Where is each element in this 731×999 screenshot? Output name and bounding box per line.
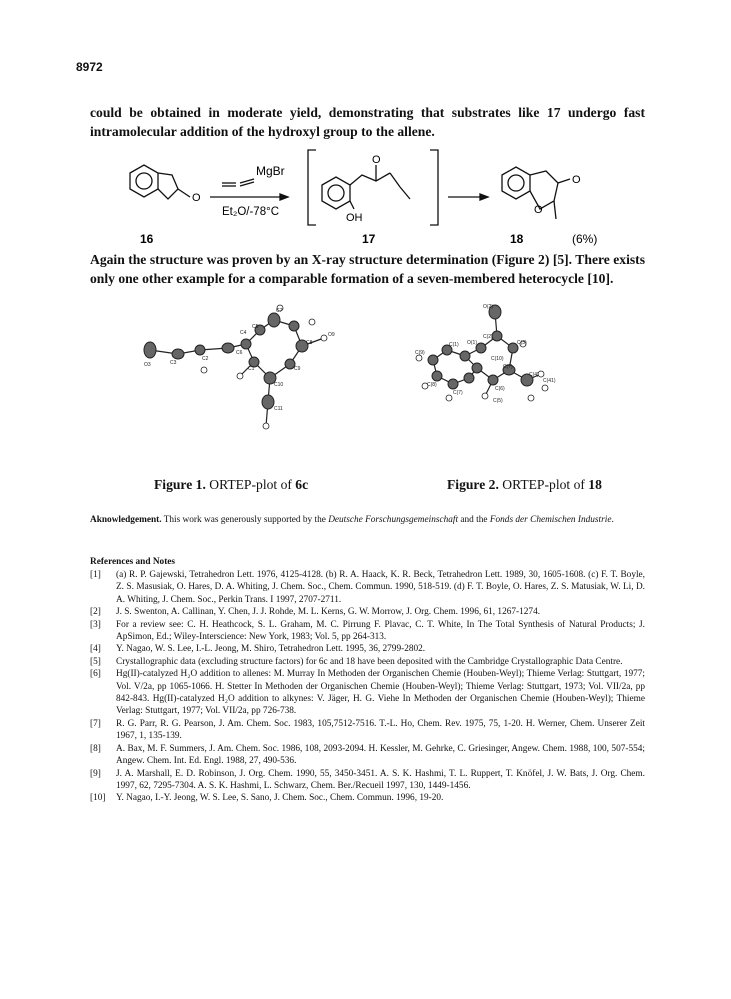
figure-1-caption: [154, 477, 308, 493]
reference-text: Hg(II)-catalyzed H₂O addition to allenes: M. Murray In Methoden der Organischen Chemie (Houben-Weyl); Thieme Verlag: Stuttgart, 1977; Vol. V/2a, pp 1065-1066. H. Stetter In Methoden der Organischen Chemie (Houben-Weyl); Thieme Verlag: Stuttgart, 1973; Vol. VII/2a, pp 842-843. Hg(II)-catalyzed H₂O addition to alkynes: V. Jäger, H. G. Viehe In Methoden der Organischen Chemie (Houben-Weyl); Thieme Verlag: Stuttgart, 1977; Vol. VII/2a, pp 726-738.: [116, 669, 645, 717]
compound-18-yield: (6%): [572, 232, 598, 246]
reference-number: [8]: [90, 743, 101, 754]
para1-text-a: could be obtained in moderate yield, demonstrating that substrates like: [90, 105, 547, 120]
ortep2-atom-label: C(3): [517, 340, 527, 346]
ortep2-atom-label: C(10): [491, 356, 504, 362]
compound-16-o-label: O: [192, 192, 201, 204]
compound-18-o-label: O: [572, 174, 581, 186]
reference-number: [2]: [90, 607, 101, 618]
reference-item: [90, 656, 645, 668]
reference-item: [90, 718, 645, 743]
ortep1-atom-label: C7: [276, 308, 283, 314]
ortep1-atom-label: C9: [294, 366, 301, 372]
ortep1-atom-label: O3: [144, 362, 151, 368]
ortep1-atom-label: C3: [170, 360, 177, 366]
ortep-plot-18: [385, 298, 625, 468]
ack-org-1: Deutsche Forschungsgemeinschaft: [328, 515, 459, 525]
references-heading: References and Notes: [90, 557, 176, 567]
figure-2-compound: 18: [588, 477, 602, 492]
reference-text: Crystallographic data (excluding structure factors) for 6c and 18 have been deposited with the Cambridge Crystallographic Data Centre.: [116, 656, 623, 667]
figure-2-text: ORTEP-plot of: [498, 477, 589, 492]
bracket-left: [308, 150, 316, 225]
figure-1-compound: 6c: [295, 477, 309, 492]
ortep2-atom-label: C(5): [493, 398, 503, 404]
page-number: 8972: [76, 60, 103, 74]
ortep2-atom-label: C(4): [529, 372, 539, 378]
reference-number: [4]: [90, 644, 101, 655]
product-arrow: [448, 194, 488, 200]
reference-item: [90, 792, 645, 804]
ortep2-atom-label: O(2): [483, 304, 493, 310]
reagent-bottom-label: Et₂O/-78°C: [222, 206, 279, 218]
references-list: [90, 569, 645, 805]
compound-17-structure: [322, 165, 410, 209]
reference-item: [90, 606, 645, 618]
ortep2-atom-label: C(6): [495, 386, 505, 392]
ortep2-atom-label: C(7): [503, 364, 513, 370]
reference-number: [1]: [90, 570, 101, 580]
compound-16-number: 16: [140, 232, 154, 246]
ortep1-atom-label: C10: [274, 382, 284, 388]
reference-text: (a) R. P. Gajewski, Tetrahedron Lett. 1976, 4125-4128. (b) R. A. Haack, K. R. Beck, Tetrahedron Lett. 1989, 30, 1605-1608. (c) F. T. Boyle, Z. S. Masusiak, O. Hares, D. A. Whiting, J. Chem. Soc., Chem. Commun. 1990, 518-519. (d) F. T. Boyle, O. Hares, Z. S. Matusiak, W. Li, D. A. Whiting, J. Chem. Soc., Perkin Trans. I 1997, 2707-2711.: [116, 570, 645, 605]
reference-item: [90, 768, 645, 793]
reference-item: [90, 643, 645, 655]
reaction-scheme: [110, 145, 630, 250]
reagent-arrow: [210, 179, 288, 200]
para1-compound: 17: [546, 105, 561, 120]
paragraph-xray: Again the structure was proven by an X-ray structure determination (Figure 2) [5]. There exists only one other example for a comparable formation of a seven-membered heterocycle [10].: [90, 252, 645, 286]
figure-2-caption: [447, 477, 602, 493]
reference-text: Y. Nagao, I.-Y. Jeong, W. S. Lee, S. Sano, J. Chem. Soc., Chem. Commun. 1996, 19-20.: [116, 793, 444, 804]
ack-label: Aknowledgement.: [90, 515, 162, 525]
reference-item: [90, 743, 645, 768]
ortep1-atom-label: C4: [240, 330, 247, 336]
acknowledgement: [90, 514, 645, 527]
ortep2-atom-label: O(1): [467, 340, 477, 346]
reference-text: R. G. Parr, R. G. Pearson, J. Am. Chem. Soc. 1983, 105,7512-7516. T.-L. Ho, Chem. Rev. 1975, 75, 1-20. H. Werner, Chem. Unserer Zeit 1967, 1, 135-139.: [116, 718, 645, 742]
reference-text: J. A. Marshall, E. D. Robinson, J. Org. Chem. 1990, 55, 3450-3451. A. S. K. Hashmi, T. L. Ruppert, T. Knöfel, J. W. Bats, J. Org. Chem. 1997, 62, 7295-7304. A. S. K. Hashmi, L. Schwarz, Chem. Ber./Recueil 1997, 130, 1449-1456.: [116, 768, 645, 791]
compound-17-oh-label: OH: [346, 212, 363, 224]
figure-2-label: Figure 2.: [447, 477, 499, 492]
reference-number: [5]: [90, 656, 101, 667]
compound-18-number: 18: [510, 232, 524, 246]
reference-number: [10]: [90, 793, 106, 804]
reagent-top-label: MgBr: [256, 164, 285, 178]
ack-text-a: This work was generously supported by the: [161, 515, 329, 525]
ortep2-atom-label: C(7): [453, 390, 463, 396]
ack-text-b: and the: [458, 515, 490, 525]
ortep1-atom-label: C1: [248, 366, 255, 372]
ortep1-atom-label: C8: [306, 340, 313, 346]
ortep1-atom-label: C5: [252, 324, 259, 330]
ack-org-2: Fonds der Chemischen Industrie: [489, 515, 612, 525]
ortep2-atom-label: C(9): [415, 350, 425, 356]
para1-text-b: undergo fast intramolecular addition of the hydroxyl group to the allene.: [90, 105, 645, 139]
compound-18-ring-o-label: O: [534, 204, 543, 216]
ortep1-atom-label: C2: [202, 356, 209, 362]
reference-item: [90, 569, 645, 606]
ortep-plot-6c: [140, 298, 380, 468]
ortep2-atom-label: C(41): [543, 378, 556, 384]
reference-number: [3]: [90, 619, 101, 630]
reference-number: [7]: [90, 718, 101, 729]
figure-1-text: ORTEP-plot of: [205, 477, 296, 492]
reference-text: Y. Nagao, W. S. Lee, I.-L. Jeong, M. Shiro, Tetrahedron Lett. 1995, 36, 2799-2802.: [116, 644, 426, 655]
reference-number: [6]: [90, 669, 101, 680]
reference-item: [90, 619, 645, 644]
reference-number: [9]: [90, 768, 101, 779]
paragraph-intro: [90, 103, 645, 141]
ack-text-c: .: [611, 515, 614, 525]
ortep2-atom-label: C(2): [483, 334, 493, 340]
ortep1-atom-label: C11: [274, 406, 283, 412]
compound-17-number: 17: [362, 232, 376, 246]
ortep2-atom-label: C(8): [427, 382, 437, 388]
ortep1-atom-label: C6: [236, 350, 243, 356]
compound-17-o-label: O: [372, 154, 381, 166]
reference-text: A. Bax, M. F. Summers, J. Am. Chem. Soc. 1986, 108, 2093-2094. H. Kessler, M. Gehrke, C. Griesinger, Angew. Chem. 1988, 100, 507-554; Angew. Chem. Int. Ed. Engl. 1988, 27, 490-536.: [116, 743, 645, 767]
compound-16-structure: [130, 165, 190, 199]
reference-text: For a review see: C. H. Heathcock, S. L. Graham, M. C. Pirrung F. Plavac, C. T. White, In The Total Synthesis of Natural Products; J. ApSimon, Ed.; Wiley-Interscience: New York, 1983; Vol. 5, pp 264-313.: [116, 619, 645, 643]
reference-item: [90, 668, 645, 718]
ortep2-atom-label: C(1): [449, 342, 459, 348]
bracket-right: [430, 150, 438, 225]
reference-text: J. S. Swenton, A. Callinan, Y. Chen, J. J. Rohde, M. L. Kerns, G. W. Morrow, J. Org. Chem. 1996, 61, 1267-1274.: [116, 607, 541, 618]
ortep1-atom-label: O9: [328, 332, 335, 338]
figure-1-label: Figure 1.: [154, 477, 206, 492]
